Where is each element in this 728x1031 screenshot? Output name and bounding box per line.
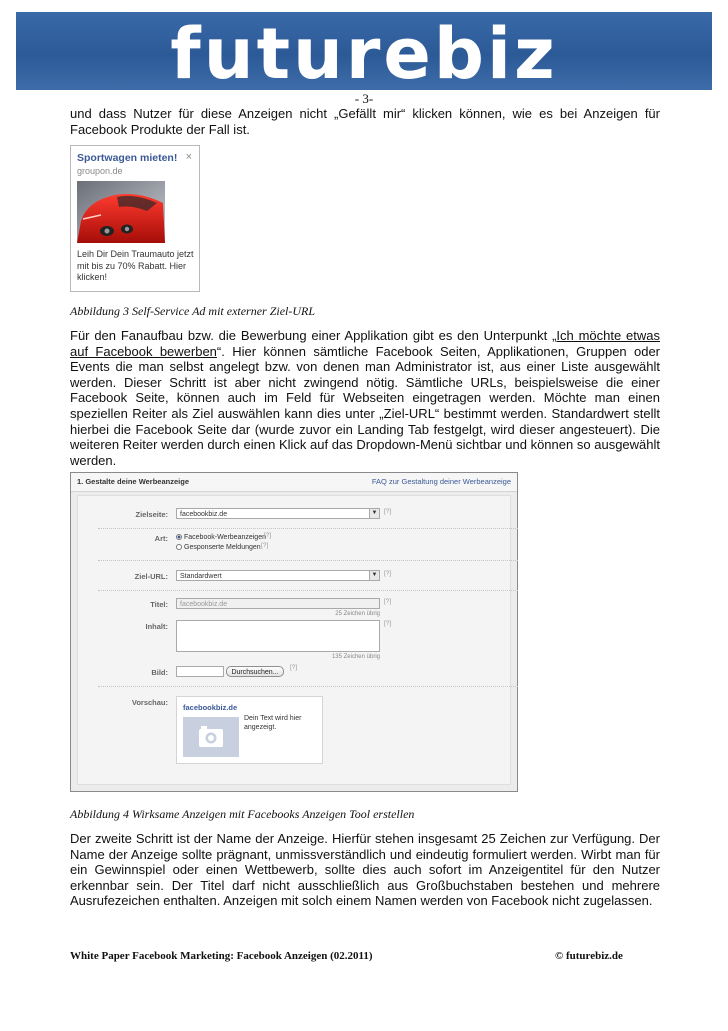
help-icon[interactable]: [?] [290, 664, 298, 671]
titel-input[interactable]: facebookbiz.de [176, 598, 380, 609]
zielseite-value: facebookbiz.de [180, 511, 228, 518]
radio-sponsored-stories[interactable] [176, 543, 261, 552]
inhalt-label: Inhalt: [145, 622, 168, 631]
chevron-down-icon[interactable]: ▼ [369, 509, 379, 518]
help-icon[interactable]: [?] [261, 542, 269, 549]
para2-before: Für den Fanaufbau bzw. die Bewerbung einer Applikation gibt es den Unterpunkt „ [70, 328, 557, 343]
facebook-promote-link[interactable]: Ich möchte etwas auf Facebook bewerben [70, 328, 660, 359]
ad-preview [176, 696, 323, 764]
divider [98, 686, 518, 687]
ziel-url-value: Standardwert [180, 573, 222, 580]
ad-form-panel [77, 495, 511, 785]
ad-tool-title: 1. Gestalte deine Werbeanzeige [77, 477, 189, 486]
faq-link[interactable]: FAQ zur Gestaltung deiner Werbeanzeige [371, 477, 511, 486]
inhalt-char-counter: 135 Zeichen übrig [331, 654, 380, 660]
paragraph-anzeigenname: Der zweite Schritt ist der Name der Anzeige. Hierfür stehen insgesamt 25 Zeichen zur Verfügung. Der Name der Anzeige sollte prägnant, unmissverständlich und eindeutig formuliert werden. Wirbt man für ein Gewinnspiel oder einen Wettbewerb, sollte dies auch sofort im Anzeigentitel für den Nutzer erkennbar sein. Der Titel darf nicht ausschließlich aus Großbuchstaben bestehen und mehrere Ausrufezeichen enthalten. Anzeigen mit solch einem Namen werden von Facebook nicht zugelassen. [70, 831, 660, 909]
figure-3-caption: Abbildung 3 Self-Service Ad mit externer Ziel-URL [70, 304, 316, 318]
art-label: Art: [154, 534, 168, 543]
vorschau-label: Vorschau: [131, 698, 168, 707]
ad-title[interactable]: Sportwagen mieten! [77, 152, 178, 164]
paragraph-fanaufbau [70, 328, 660, 468]
ad-tool-header [71, 473, 517, 492]
image-placeholder-icon [183, 717, 239, 757]
car-image[interactable] [77, 181, 165, 243]
divider [98, 560, 518, 561]
help-icon[interactable]: [?] [384, 620, 392, 627]
page-number: - 3- [354, 91, 374, 106]
ad-domain: groupon.de [77, 166, 123, 176]
zielseite-select[interactable] [176, 508, 380, 519]
ad-tool-screenshot [70, 472, 518, 792]
self-service-ad[interactable] [70, 145, 200, 292]
radio-checked-icon[interactable] [176, 534, 182, 540]
titel-char-counter: 25 Zeichen übrig [335, 611, 380, 617]
divider [98, 590, 518, 591]
ad-body-text: Leih Dir Dein Traumauto jetzt mit bis zu 70% Rabatt. Hier klicken! [77, 249, 194, 282]
help-icon[interactable]: [?] [384, 598, 392, 605]
figure-4-caption: Abbildung 4 Wirksame Anzeigen mit Facebooks Anzeigen Tool erstellen [70, 807, 415, 821]
radio-facebook-ads[interactable] [176, 533, 266, 542]
footer-copyright: © futurebiz.de [555, 950, 623, 962]
close-icon[interactable]: × [185, 151, 192, 163]
bild-file-input[interactable] [176, 666, 224, 677]
help-icon[interactable]: [?] [384, 508, 392, 515]
preview-text: Dein Text wird hier angezeigt. [244, 715, 302, 731]
footer-document-title: White Paper Facebook Marketing: Facebook Anzeigen (02.2011) [70, 950, 373, 962]
paragraph-intro: und dass Nutzer für diese Anzeigen nicht „Gefällt mir“ klicken können, wie es bei Anzeigen für Facebook Produkte der Fall ist. [70, 106, 660, 137]
radio-unchecked-icon[interactable] [176, 544, 182, 550]
header-banner [16, 12, 712, 90]
futurebiz-logo: futurebiz [170, 13, 558, 90]
titel-label: Titel: [150, 600, 168, 609]
help-icon[interactable]: [?] [384, 570, 392, 577]
zielseite-label: Zielseite: [135, 510, 168, 519]
browse-button[interactable]: Durchsuchen... [226, 666, 284, 677]
radio-sponsored-label: Gesponserte Meldungen [184, 544, 261, 551]
chevron-down-icon[interactable]: ▼ [369, 571, 379, 580]
inhalt-textarea[interactable] [176, 620, 380, 652]
radio-facebook-ads-label: Facebook-Werbeanzeigen [184, 534, 266, 541]
divider [98, 528, 518, 529]
preview-title: facebookbiz.de [183, 703, 238, 712]
ziel-url-select[interactable] [176, 570, 380, 581]
ziel-url-label: Ziel-URL: [134, 572, 168, 581]
para2-after: “. Hier können sämtliche Facebook Seiten, Applikationen, Gruppen oder Events die man selbst angelegt bzw. von denen man Administrator ist, aus einer Liste ausgewählt werden. Dieser Schritt ist aber nicht zwingend nötig. Sämtliche URLs, beispielsweise die einer Facebook Seite, können auch im Feld für Webseiten eingetragen werden. Möchte man einen speziellen Reiter als Ziel auswählen kann dies unter „Ziel-URL“ bestimmt werden. Standardwert stellt hierbei die Facebook Seite dar (wurde zuvor ein Landing Tab festgelgt, wird dieser angesteuert). Die weiteren Reiter werden durch einen Klick auf das Dropdown-Menü sichtbar und können so ausgewählt werden. [70, 343, 660, 468]
bild-label: Bild: [151, 668, 168, 677]
help-icon[interactable]: [?] [264, 532, 272, 539]
